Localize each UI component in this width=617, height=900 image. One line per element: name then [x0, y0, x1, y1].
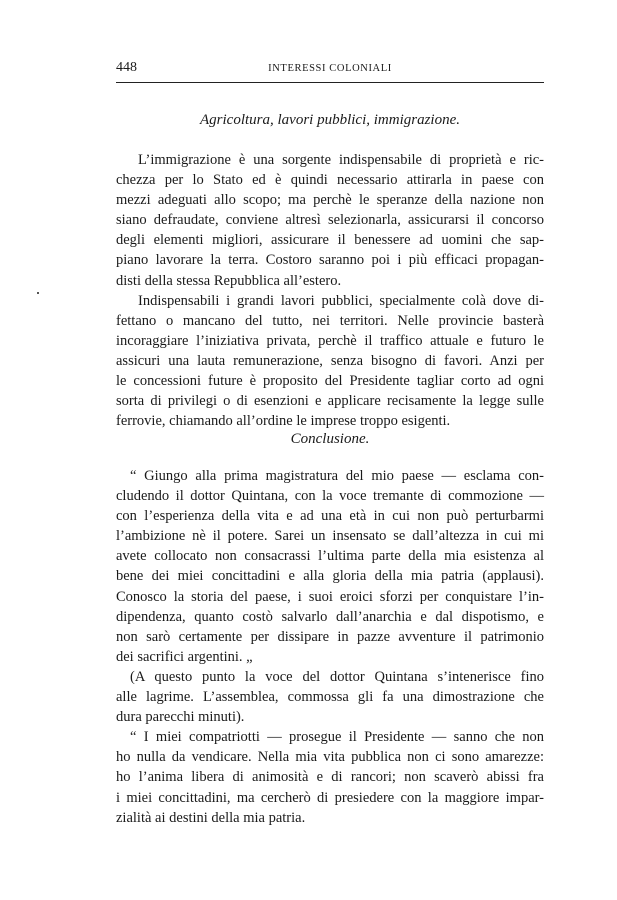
- text-line: “ Giungo alla prima magistratura del mio paese — esclama con-: [130, 468, 544, 484]
- text-line: dipendenza, quanto costò salvarlo dall’anarchia e dal dispotismo, e: [116, 608, 544, 625]
- text-line: siano defraudate, conviene altresì selezionarla, assicurarsi il concorso: [116, 212, 544, 229]
- text-line: mezzi adeguati allo scopo; ma perchè le speranze della nazione non: [116, 192, 544, 209]
- text-line: non sarò certamente per dissipare in pazze avventure il patrimonio: [116, 628, 544, 645]
- text-line: Conosco la storia del paese, i suoi eroici sforzi per conquistare l’in-: [116, 588, 544, 605]
- text-line: con l’esperienza della vita e ad una età in cui non può perturbarmi: [116, 508, 544, 525]
- text-line: cludendo il dottor Quintana, con la voce tremante di commozione —: [116, 488, 544, 505]
- text-line: bene dei miei concittadini e alla gloria della mia patria (applausi).: [116, 568, 544, 585]
- text-line: avete collocato non consacrassi l’ultima parte della mia esistenza al: [116, 548, 544, 565]
- text-line: (A questo punto la voce del dottor Quintana s’intenerisce fino: [130, 668, 544, 685]
- section-body-agricoltura: [116, 150, 544, 431]
- text-line: L’immigrazione è una sorgente indispensabile di proprietà e ric-: [138, 152, 544, 168]
- text-line: incoraggiare l’iniziativa privata, perchè il traffico attuale e futuro le: [116, 332, 544, 349]
- text-line: chezza per lo Stato ed è quindi necessario attirarla in paese con: [116, 172, 544, 189]
- text-line: disti della stessa Repubblica all’estero.: [116, 272, 342, 289]
- text-line: l’ambizione nè il potere. Sarei un insensato se dall’altezza in cui mi: [116, 528, 544, 545]
- text-line: dura parecchi minuti).: [116, 709, 245, 726]
- section-heading-agricoltura: Agricoltura, lavori pubblici, immigrazione.: [200, 112, 460, 128]
- scan-speck: [37, 292, 39, 294]
- section-heading-conclusione: Conclusione.: [290, 431, 370, 447]
- text-line: assicuri una lauta remunerazione, senza bisogno di favori. Anzi per: [116, 352, 544, 369]
- text-line: sorta di privilegi o di esenzioni e applicare recisamente la legge sulle: [116, 393, 544, 410]
- text-line: i miei concittadini, ma cercherò di presiedere con la maggiore impar-: [116, 789, 544, 806]
- text-line: zialità ai destini della mia patria.: [116, 809, 306, 826]
- running-head: INTERESSI COLONIALI: [268, 63, 392, 74]
- text-line: Indispensabili i grandi lavori pubblici, specialmente colà dove di-: [138, 292, 544, 309]
- text-line: ferrovie, chiamando all’ordine le imprese troppo esigenti.: [116, 413, 451, 430]
- text-line: le concessioni future è proposito del Presidente tagliar corto ad ogni: [116, 373, 544, 390]
- page-header: [116, 58, 544, 83]
- text-line: alle lagrime. L’assemblea, commossa gli fa una dimostrazione che: [116, 689, 544, 706]
- section-body-conclusione: [116, 466, 544, 828]
- text-line: ho nulla da vendicare. Nella mia vita pubblica non ci sono amarezze:: [116, 749, 544, 766]
- text-line: fettano o mancano del tutto, nei territori. Nelle provincie basterà: [116, 312, 544, 329]
- text-line: ho l’anima libera di animosità e di rancori; non scaverò abissi fra: [116, 769, 544, 786]
- text-line: degli elementi migliori, assicurare il benessere ad uomini che sap-: [116, 232, 544, 249]
- page-number: 448: [116, 60, 137, 75]
- text-line: dei sacrifici argentini. „: [116, 648, 253, 665]
- text-line: piano lavorare la terra. Costoro saranno poi i più efficaci propagan-: [116, 252, 544, 269]
- text-line: “ I miei compatriotti — prosegue il Presidente — sanno che non: [130, 729, 544, 746]
